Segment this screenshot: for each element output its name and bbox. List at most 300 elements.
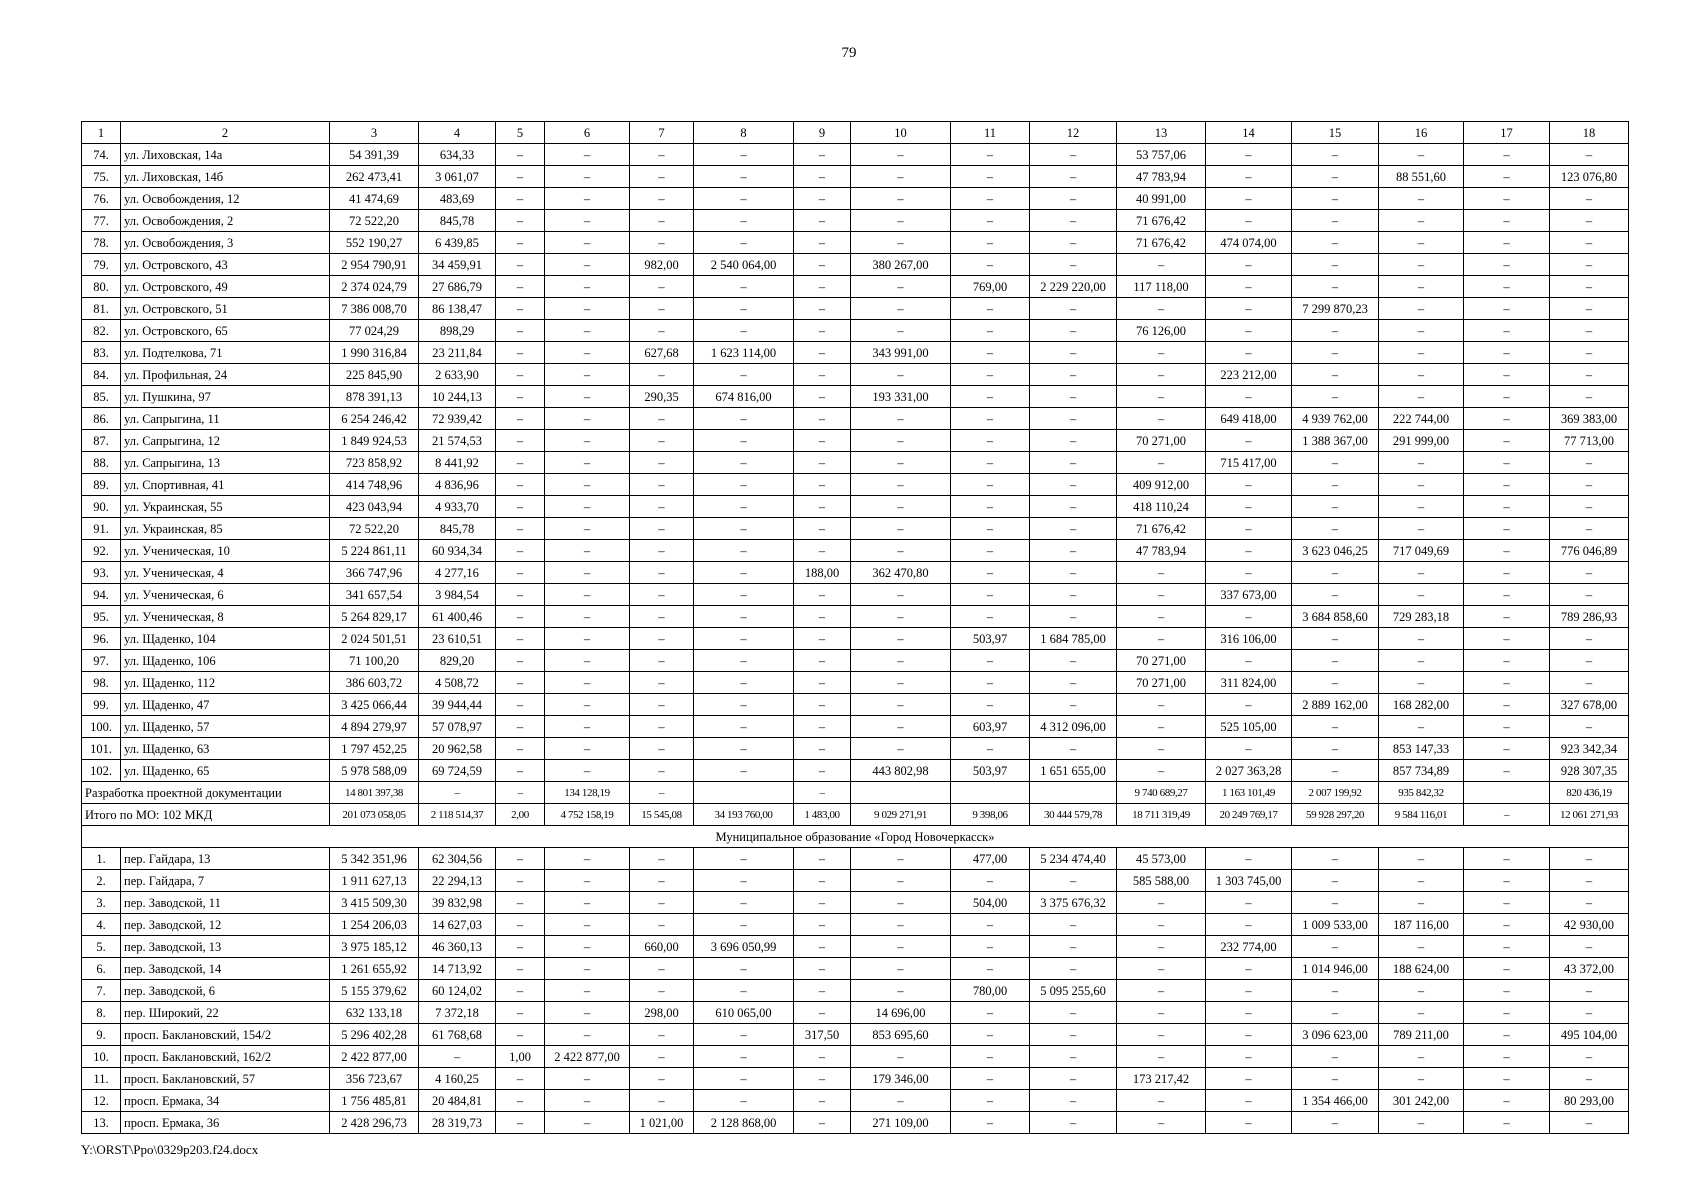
table-cell: 134 128,19: [545, 782, 630, 804]
table-cell: –: [1206, 1068, 1292, 1090]
table-cell: –: [1550, 936, 1629, 958]
table-cell: –: [851, 298, 951, 320]
table-cell: –: [496, 892, 545, 914]
table-cell: –: [1030, 1090, 1117, 1112]
table-cell: ул. Освобождения, 12: [121, 188, 330, 210]
table-cell: –: [1292, 760, 1379, 782]
table-row: [82, 210, 1629, 232]
table-cell: –: [951, 1068, 1030, 1090]
table-cell: 42 930,00: [1550, 914, 1629, 936]
table-cell: –: [1550, 518, 1629, 540]
table-cell: –: [1464, 892, 1550, 914]
table-cell: пер. Гайдара, 13: [121, 848, 330, 870]
table-cell: –: [1550, 364, 1629, 386]
table-cell: 2 422 877,00: [545, 1046, 630, 1068]
table-cell: –: [1292, 232, 1379, 254]
table-cell: 7 372,18: [419, 1002, 496, 1024]
table-cell: –: [1550, 144, 1629, 166]
table-cell: –: [851, 936, 951, 958]
table-cell: –: [496, 936, 545, 958]
table-cell: –: [1550, 892, 1629, 914]
table-cell: 10: [851, 122, 951, 144]
table-cell: –: [545, 716, 630, 738]
table-cell: 3 061,07: [419, 166, 496, 188]
table-cell: 12: [1030, 122, 1117, 144]
table-cell: 343 991,00: [851, 342, 951, 364]
table-cell: –: [851, 694, 951, 716]
table-cell: –: [951, 452, 1030, 474]
table-cell: 9.: [82, 1024, 121, 1046]
table-cell: –: [496, 342, 545, 364]
table-cell: 1: [82, 122, 121, 144]
table-cell: –: [1030, 386, 1117, 408]
table-cell: –: [1117, 760, 1206, 782]
table-cell: 362 470,80: [851, 562, 951, 584]
table-cell: –: [1292, 738, 1379, 760]
table-cell: ул. Сапрыгина, 11: [121, 408, 330, 430]
table-cell: –: [1206, 276, 1292, 298]
table-cell: 5 296 402,28: [330, 1024, 419, 1046]
table-cell: –: [496, 210, 545, 232]
table-cell: –: [545, 254, 630, 276]
table-cell: –: [794, 1068, 851, 1090]
table-cell: –: [1379, 474, 1464, 496]
table-cell: 4 312 096,00: [1030, 716, 1117, 738]
table-cell: –: [1292, 496, 1379, 518]
table-cell: 311 824,00: [1206, 672, 1292, 694]
table-cell: 6.: [82, 958, 121, 980]
table-cell: –: [1117, 606, 1206, 628]
table-cell: –: [630, 320, 694, 342]
table-cell: 1 684 785,00: [1030, 628, 1117, 650]
table-cell: 2 024 501,51: [330, 628, 419, 650]
table-cell: –: [1550, 1046, 1629, 1068]
table-cell: –: [496, 562, 545, 584]
table-cell: –: [630, 716, 694, 738]
table-cell: –: [496, 298, 545, 320]
table-row: [82, 760, 1629, 782]
table-cell: 5 342 351,96: [330, 848, 419, 870]
table-cell: 13.: [82, 1112, 121, 1134]
table-cell: –: [1030, 958, 1117, 980]
table-cell: –: [1464, 628, 1550, 650]
table-cell: 30 444 579,78: [1030, 804, 1117, 826]
table-cell: 3: [330, 122, 419, 144]
table-cell: –: [1464, 1024, 1550, 1046]
table-cell: –: [1550, 298, 1629, 320]
table-cell: –: [496, 430, 545, 452]
table-cell: –: [851, 672, 951, 694]
table-cell: 3 425 066,44: [330, 694, 419, 716]
table-cell: –: [1117, 914, 1206, 936]
table-cell: –: [851, 1046, 951, 1068]
table-row: [82, 694, 1629, 716]
table-cell: пер. Заводской, 11: [121, 892, 330, 914]
table-cell: –: [1550, 188, 1629, 210]
table-cell: –: [694, 848, 794, 870]
table-cell: –: [496, 188, 545, 210]
table-row: [82, 1068, 1629, 1090]
table-cell: –: [1117, 452, 1206, 474]
table-cell: –: [1379, 518, 1464, 540]
table-cell: 16: [1379, 122, 1464, 144]
table-cell: 61 768,68: [419, 1024, 496, 1046]
table-cell: –: [694, 540, 794, 562]
table-cell: –: [794, 276, 851, 298]
table-cell: –: [1206, 298, 1292, 320]
table-cell: –: [630, 540, 694, 562]
table-cell: –: [630, 672, 694, 694]
table-cell: –: [1030, 232, 1117, 254]
table-cell: –: [1379, 848, 1464, 870]
table-cell: 12.: [82, 1090, 121, 1112]
table-cell: –: [951, 738, 1030, 760]
table-cell: 3 096 623,00: [1292, 1024, 1379, 1046]
table-cell: 4 939 762,00: [1292, 408, 1379, 430]
table-cell: 1 990 316,84: [330, 342, 419, 364]
table-cell: –: [851, 628, 951, 650]
table-cell: 93.: [82, 562, 121, 584]
table-cell: –: [496, 540, 545, 562]
table-cell: –: [851, 496, 951, 518]
table-cell: –: [496, 276, 545, 298]
table-cell: 290,35: [630, 386, 694, 408]
table-cell: –: [1030, 1024, 1117, 1046]
table-row: [82, 936, 1629, 958]
table-cell: –: [1550, 1002, 1629, 1024]
table-cell: 86 138,47: [419, 298, 496, 320]
table-cell: –: [1550, 628, 1629, 650]
table-cell: 69 724,59: [419, 760, 496, 782]
table-cell: ул. Лиховская, 14а: [121, 144, 330, 166]
table-cell: 5 978 588,09: [330, 760, 419, 782]
table-cell: –: [794, 408, 851, 430]
table-cell: ул. Островского, 65: [121, 320, 330, 342]
table-cell: ул. Ученическая, 4: [121, 562, 330, 584]
table-cell: 9 584 116,01: [1379, 804, 1464, 826]
table-cell: –: [1464, 584, 1550, 606]
table-cell: 78.: [82, 232, 121, 254]
table-cell: –: [851, 452, 951, 474]
table-cell: 98.: [82, 672, 121, 694]
table-cell: 317,50: [794, 1024, 851, 1046]
table-cell: 88 551,60: [1379, 166, 1464, 188]
table-cell: –: [851, 892, 951, 914]
table-cell: 845,78: [419, 518, 496, 540]
table-cell: 60 124,02: [419, 980, 496, 1002]
table-cell: –: [1030, 540, 1117, 562]
table-cell: 2 007 199,92: [1292, 782, 1379, 804]
table-cell: –: [694, 760, 794, 782]
table-cell: –: [1464, 452, 1550, 474]
table-cell: –: [1464, 716, 1550, 738]
table-cell: –: [1464, 1046, 1550, 1068]
table-cell: 717 049,69: [1379, 540, 1464, 562]
table-cell: –: [1464, 1068, 1550, 1090]
table-cell: –: [496, 980, 545, 1002]
table-cell: 223 212,00: [1206, 364, 1292, 386]
table-cell: 632 133,18: [330, 1002, 419, 1024]
table-row: [82, 1112, 1629, 1134]
table-cell: –: [545, 980, 630, 1002]
table-cell: –: [545, 936, 630, 958]
table-cell: –: [1379, 210, 1464, 232]
table-cell: 71 676,42: [1117, 518, 1206, 540]
table-cell: –: [1206, 144, 1292, 166]
table-cell: –: [1206, 188, 1292, 210]
table-cell: 337 673,00: [1206, 584, 1292, 606]
table-row: [82, 540, 1629, 562]
table-cell: –: [951, 210, 1030, 232]
table-cell: 2 954 790,91: [330, 254, 419, 276]
table-cell: просп. Баклановский, 154/2: [121, 1024, 330, 1046]
table-cell: 173 217,42: [1117, 1068, 1206, 1090]
table-cell: –: [630, 650, 694, 672]
table-cell: –: [1117, 298, 1206, 320]
table-cell: [694, 782, 794, 804]
table-cell: –: [694, 584, 794, 606]
table-cell: 483,69: [419, 188, 496, 210]
table-cell: 123 076,80: [1550, 166, 1629, 188]
table-cell: –: [1464, 694, 1550, 716]
table-cell: 603,97: [951, 716, 1030, 738]
table-cell: –: [694, 1090, 794, 1112]
table-cell: –: [1206, 342, 1292, 364]
table-cell: –: [694, 430, 794, 452]
table-cell: 4 752 158,19: [545, 804, 630, 826]
table-cell: ул. Спортивная, 41: [121, 474, 330, 496]
table-cell: 634,33: [419, 144, 496, 166]
table-cell: –: [1464, 870, 1550, 892]
table-row: [82, 606, 1629, 628]
table-cell: –: [694, 562, 794, 584]
table-cell: ул. Ученическая, 10: [121, 540, 330, 562]
table-cell: 7: [630, 122, 694, 144]
table-cell: –: [794, 782, 851, 804]
table-cell: 4: [419, 122, 496, 144]
table-cell: –: [1292, 562, 1379, 584]
table-cell: –: [1464, 474, 1550, 496]
table-cell: –: [851, 276, 951, 298]
table-cell: –: [794, 298, 851, 320]
table-cell: –: [1292, 342, 1379, 364]
table-cell: –: [694, 452, 794, 474]
table-cell: –: [1206, 694, 1292, 716]
table-cell: –: [1379, 1046, 1464, 1068]
table-cell: –: [496, 1112, 545, 1134]
table-cell: –: [630, 1090, 694, 1112]
table-cell: 71 676,42: [1117, 210, 1206, 232]
table-cell: –: [1117, 738, 1206, 760]
table-row: [82, 518, 1629, 540]
table-cell: –: [630, 958, 694, 980]
table-cell: –: [1292, 364, 1379, 386]
table-cell: –: [545, 870, 630, 892]
table-cell: –: [1292, 848, 1379, 870]
table-cell: –: [1379, 232, 1464, 254]
table-cell: –: [496, 870, 545, 892]
table-cell: –: [1464, 562, 1550, 584]
table-cell: –: [1117, 892, 1206, 914]
table-cell: 20 249 769,17: [1206, 804, 1292, 826]
table-cell: –: [1292, 210, 1379, 232]
table-cell: 14 801 397,38: [330, 782, 419, 804]
table-cell: –: [794, 518, 851, 540]
table-cell: 75.: [82, 166, 121, 188]
table-cell: –: [496, 1024, 545, 1046]
table-cell: –: [694, 298, 794, 320]
table-cell: –: [630, 1068, 694, 1090]
table-cell: –: [1464, 320, 1550, 342]
table-cell: 1 849 924,53: [330, 430, 419, 452]
table-cell: –: [951, 606, 1030, 628]
table-cell: –: [851, 408, 951, 430]
table-cell: 1.: [82, 848, 121, 870]
table-row: [82, 298, 1629, 320]
table-cell: ул. Сапрыгина, 13: [121, 452, 330, 474]
table-cell: –: [794, 166, 851, 188]
table-cell: ул. Щаденко, 47: [121, 694, 330, 716]
table-cell: –: [794, 980, 851, 1002]
table-cell: 95.: [82, 606, 121, 628]
table-cell: –: [1379, 870, 1464, 892]
table-row: [82, 408, 1629, 430]
table-cell: –: [630, 760, 694, 782]
table-cell: –: [1030, 496, 1117, 518]
table-cell: –: [496, 848, 545, 870]
table-cell: –: [1550, 562, 1629, 584]
table-cell: –: [1030, 870, 1117, 892]
table-cell: 2 422 877,00: [330, 1046, 419, 1068]
table-cell: ул. Щаденко, 63: [121, 738, 330, 760]
table-cell: –: [694, 232, 794, 254]
table-cell: 1 261 655,92: [330, 958, 419, 980]
table-cell: 1 483,00: [794, 804, 851, 826]
table-cell: –: [794, 650, 851, 672]
table-cell: –: [496, 606, 545, 628]
table-cell: –: [794, 672, 851, 694]
table-cell: –: [545, 342, 630, 364]
table-cell: –: [1117, 716, 1206, 738]
table-row: [82, 650, 1629, 672]
table-cell: –: [794, 694, 851, 716]
table-row: [82, 1024, 1629, 1046]
table-cell: 14: [1206, 122, 1292, 144]
table-cell: –: [794, 584, 851, 606]
table-cell: 423 043,94: [330, 496, 419, 518]
table-cell: –: [545, 760, 630, 782]
table-row: [82, 716, 1629, 738]
table-cell: –: [630, 1024, 694, 1046]
table-cell: –: [951, 518, 1030, 540]
table-cell: 9 029 271,91: [851, 804, 951, 826]
table-cell: 1 797 452,25: [330, 738, 419, 760]
table-cell: 769,00: [951, 276, 1030, 298]
table-cell: ул. Щаденко, 57: [121, 716, 330, 738]
table-cell: –: [851, 540, 951, 562]
table-cell: 366 747,96: [330, 562, 419, 584]
table-row: [82, 320, 1629, 342]
table-cell: –: [1379, 892, 1464, 914]
table-cell: –: [694, 870, 794, 892]
table-cell: –: [1464, 1112, 1550, 1134]
table-cell: –: [794, 496, 851, 518]
section-title: Муниципальное образование «Город Новочеркасск»: [82, 826, 1629, 848]
table-cell: –: [496, 628, 545, 650]
table-cell: –: [851, 650, 951, 672]
table-cell: 723 858,92: [330, 452, 419, 474]
table-row: [82, 980, 1629, 1002]
table-cell: –: [851, 144, 951, 166]
table-cell: –: [545, 848, 630, 870]
table-cell: –: [851, 584, 951, 606]
table-cell: 3 975 185,12: [330, 936, 419, 958]
table-cell: 3 415 509,30: [330, 892, 419, 914]
table-cell: 99.: [82, 694, 121, 716]
table-cell: 2 540 064,00: [694, 254, 794, 276]
table-cell: –: [1117, 1090, 1206, 1112]
table-cell: 6 254 246,42: [330, 408, 419, 430]
table-cell: –: [545, 496, 630, 518]
table-cell: –: [1206, 210, 1292, 232]
table-cell: –: [1292, 474, 1379, 496]
table-cell: 291 999,00: [1379, 430, 1464, 452]
table-row: [82, 276, 1629, 298]
table-cell: –: [1030, 606, 1117, 628]
table-cell: –: [545, 562, 630, 584]
table-cell: –: [694, 320, 794, 342]
table-cell: 71 676,42: [1117, 232, 1206, 254]
table-cell: –: [1206, 892, 1292, 914]
table-cell: 4 277,16: [419, 562, 496, 584]
table-cell: –: [630, 628, 694, 650]
table-cell: 39 944,44: [419, 694, 496, 716]
table-cell: 4 160,25: [419, 1068, 496, 1090]
table-cell: 59 928 297,20: [1292, 804, 1379, 826]
table-cell: 12 061 271,93: [1550, 804, 1629, 826]
table-cell: 168 282,00: [1379, 694, 1464, 716]
table-cell: 79.: [82, 254, 121, 276]
table-cell: 1 388 367,00: [1292, 430, 1379, 452]
table-cell: –: [1206, 496, 1292, 518]
table-cell: –: [1464, 650, 1550, 672]
table-cell: ул. Сапрыгина, 12: [121, 430, 330, 452]
table-cell: –: [1206, 166, 1292, 188]
table-cell: –: [1292, 1046, 1379, 1068]
table-cell: 27 686,79: [419, 276, 496, 298]
table-cell: –: [1030, 474, 1117, 496]
table-cell: [1030, 782, 1117, 804]
table-cell: –: [1379, 276, 1464, 298]
table-cell: –: [1464, 166, 1550, 188]
table-cell: –: [1292, 980, 1379, 1002]
table-cell: 1,00: [496, 1046, 545, 1068]
table-cell: 5.: [82, 936, 121, 958]
table-row: [82, 364, 1629, 386]
table-cell: –: [496, 782, 545, 804]
table-row: [82, 1046, 1629, 1068]
table-cell: 11.: [82, 1068, 121, 1090]
table-cell: 5 224 861,11: [330, 540, 419, 562]
table-cell: –: [1117, 386, 1206, 408]
table-cell: –: [1464, 298, 1550, 320]
table-cell: ул. Щаденко, 106: [121, 650, 330, 672]
table-cell: –: [1030, 430, 1117, 452]
table-cell: –: [630, 408, 694, 430]
table-cell: –: [1550, 980, 1629, 1002]
table-cell: –: [1030, 562, 1117, 584]
table-cell: –: [1206, 430, 1292, 452]
